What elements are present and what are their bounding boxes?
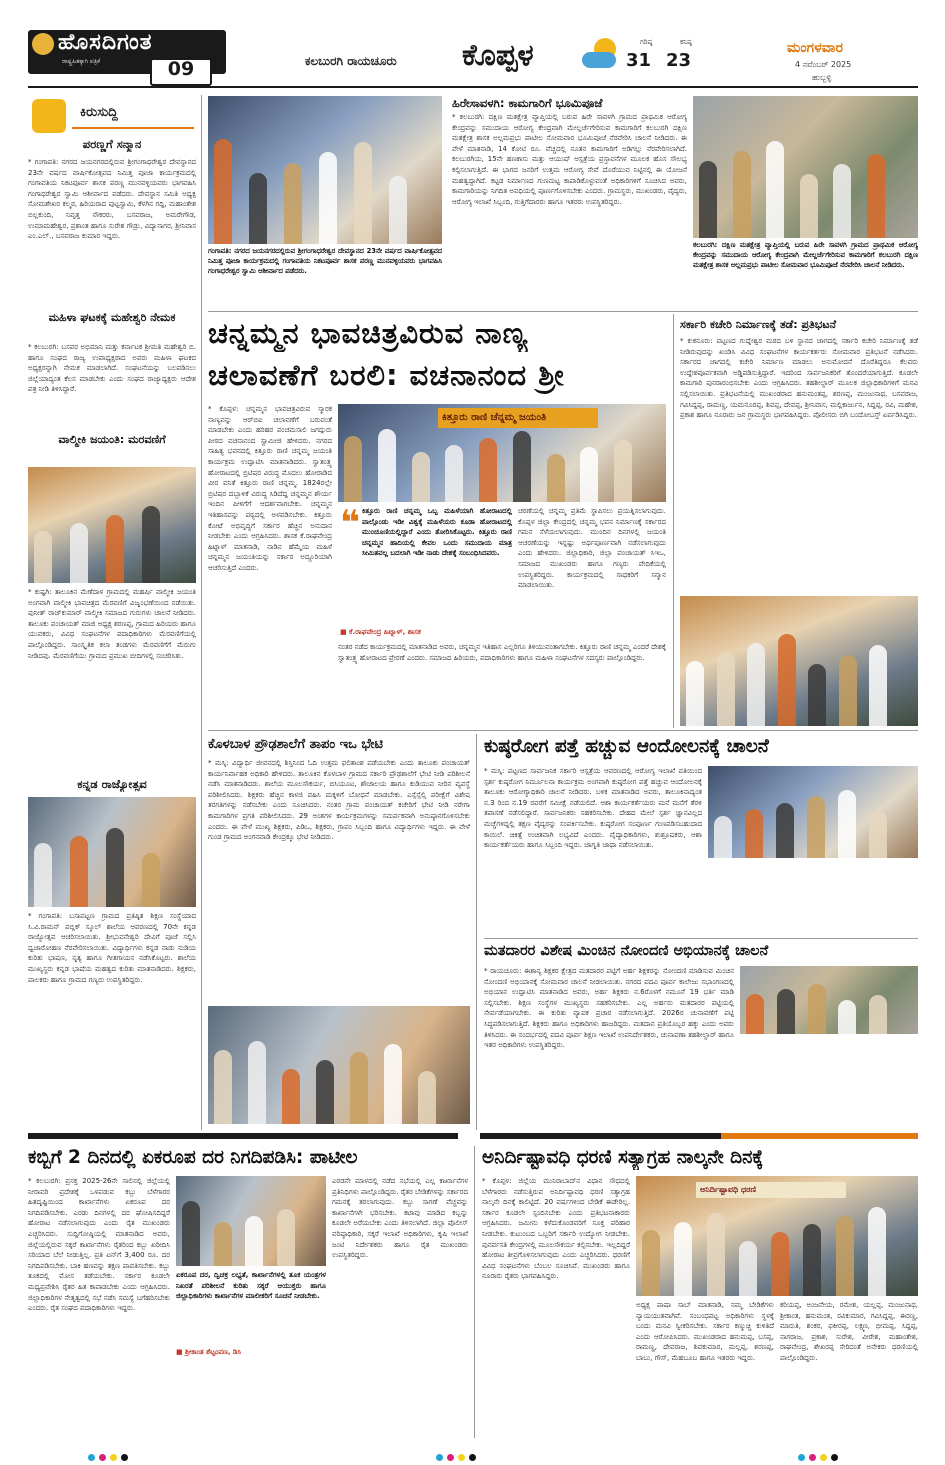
photo-person <box>836 1216 854 1296</box>
lead-story-column-3: ಚರಣೆಯಲ್ಲಿ ಚನ್ನಮ್ಮ ಪ್ರತಿಮೆ ಸ್ಥಾಪಿಸಲು ಪ್ರಯತ್ನಿಸಲಾಗುವುದು. ಕೊಪ್ಪಳ ಜಿಲ್ಲಾ ಕೇಂದ್ರದಲ್ಲಿ ಚನ್ನಮ್ಮ ಭವನ ನಿರ್ಮಾಣಕ್ಕೆ ಸರ್ಕಾರದ ಗಮನ ಸೆಳೆಯಲಾಗುವುದು. ಮುಂದಿನ ದಿನಗಳಲ್ಲಿ ಜಯಂತಿ ಆಚರಣೆಯನ್ನು ಇನ್ನಷ್ಟು ಅರ್ಥಪೂರ್ಣವಾಗಿ ನಡೆಸಲಾಗುವುದು ಎಂದು ಹೇಳಿದರು. ಜಿಲ್ಲಾಧಿಕಾರಿ, ಜಿಲ್ಲಾ ಪಂಚಾಯತ್ ಸಿಇಒ, ಸಮಾಜದ ಮುಖಂಡರು ಹಾಗೂ ಗಣ್ಯರು ವೇದಿಕೆಯಲ್ಲಿ ಉಪಸ್ಥಿತರಿದ್ದರು. ಕಾರ್ಯಕ್ರಮದಲ್ಲಿ ಸಾಧಕರಿಗೆ ಸನ್ಮಾನ ಮಾಡಲಾಯಿತು. <box>518 507 666 590</box>
bhoomi-puja-photo <box>693 96 918 238</box>
photo-person <box>249 173 267 244</box>
photo-person <box>70 523 88 583</box>
voter-drive-headline: ಮತದಾರರ ವಿಶೇಷ ಮಿಂಚಿನ ನೋಂದಣಿ ಅಭಿಯಾನಕ್ಕೆ ಚಾಲನೆ <box>484 943 769 959</box>
photo-person <box>833 164 851 238</box>
kiru-story-3-body: * ಕುಷ್ಟಗಿ: ತಾಲೂಕಿನ ಮೆಣೆದಾಳ ಗ್ರಾಮದಲ್ಲಿ ಮಹರ್ಷಿ ವಾಲ್ಮೀಕಿ ಜಯಂತಿ ಅಂಗವಾಗಿ ವಾಲ್ಮೀಕಿ ಭಾವಚಿತ್ರದ ಮೆರವಣಿಗೆ ವಿಜೃಂಭಣೆಯಿಂದ ನಡೆಯಿತು. ಪುನೀತ್ ರಾಜ್‌ಕುಮಾರ್ ವಾಲ್ಮೀಕಿ ಸಮಾಜದ ಗುರುಗಳು ಚಾಲನೆ ನೀಡಿದರು. ತಾಲೂಕು ಪಂಚಾಯತ್ ಮಾಜಿ ಅಧ್ಯಕ್ಷ ಶರಣಪ್ಪ, ಗ್ರಾಮದ ಹಿರಿಯರು ಹಾಗೂ ಯುವಕರು, ವಿವಿಧ ಸಂಘಟನೆಗಳ ಪದಾಧಿಕಾರಿಗಳು ಮೆರವಣಿಗೆಯಲ್ಲಿ ಪಾಲ್ಗೊಂಡಿದ್ದರು. ಸಾಂಸ್ಕೃತಿಕ ಕಲಾ ತಂಡಗಳು ಮೆರವಣಿಗೆಗೆ ಮೆರುಗು ನೀಡಿದವು. ಮೆರವಣಿಗೆಯು ಗ್ರಾಮದ ಪ್ರಮುಖ ಬೀದಿಗಳಲ್ಲಿ ಸಂಚರಿಸಿತು. <box>28 588 196 660</box>
kiru-story-1-title: ಪರಣ್ಣಗೆ ಸನ್ಮಾನ <box>82 137 142 151</box>
kiru-story-4-photo <box>28 797 196 907</box>
sugarcane-quote: ಏಕರೂಪ ದರ, ದ್ವಿಚಕ್ರ ಲಭ್ಯತೆ, ಕಾರ್ಖಾನೆಗಳಲ್ಲಿ ತೂಕ ಯಂತ್ರಗಳ ನಿಖರತೆ ಪರಿಶೀಲನೆ ಕುರಿತು ಸಕ್ಕರೆ ಆಯುಕ್ತರು ಹಾಗೂ ಜಿಲ್ಲಾಧಿಕಾರಿಗಳು ಕಾರ್ಖಾನೆಗಳ ಮಾಲೀಕರಿಗೆ ಸೂಚನೆ ನೀಡಬೇಕು. <box>176 1271 326 1300</box>
photo-person <box>642 1230 660 1296</box>
photo-person <box>771 1232 789 1296</box>
sugarcane-meeting-photo <box>176 1176 326 1266</box>
photo-person <box>614 440 632 502</box>
photo-person <box>142 853 160 907</box>
photo-person <box>479 438 497 502</box>
photo-person <box>808 664 826 726</box>
photo-person <box>747 643 765 726</box>
photo-person <box>282 1069 300 1124</box>
photo-person <box>106 828 124 907</box>
quote-mark-icon: ❝ <box>340 503 360 543</box>
photo-person <box>580 447 598 502</box>
photo-person <box>316 1060 334 1124</box>
kiru-story-2-title: ಮಹಿಳಾ ಘಟಕಕ್ಕೆ ಮಹೇಶ್ವರಿ ನೇಮಕ <box>48 311 176 324</box>
office-protest-body: * ಕುಕನೂರು: ಪಟ್ಟಣದ ಗುದ್ನೇಶ್ವರ ಮಠದ ಬಳಿ ಸ್ಥಾನದ ಜಾಗದಲ್ಲಿ ಸರ್ಕಾರಿ ಕಚೇರಿ ನಿರ್ಮಾಣಕ್ಕೆ ತಡೆ ನೀಡಿರುವುದನ್ನು ಖಂಡಿಸಿ ವಿವಿಧ ಸಂಘಟನೆಗಳ ಕಾರ್ಯಕರ್ತರು ಸೋಮವಾರ ಪ್ರತಿಭಟನೆ ನಡೆಸಿದರು. ಸರ್ಕಾರದ ಜಾಗದಲ್ಲಿ ಕಚೇರಿ ನಿರ್ಮಾಣ ಮಾಡಲು ಅನುಮೋದನೆ ದೊರೆತಿದ್ದರೂ ಕೆಲವರು ಉದ್ದೇಶಪೂರ್ವಕವಾಗಿ ಅಡ್ಡಿಪಡಿಸುತ್ತಿದ್ದಾರೆ. ಇದರಿಂದ ಸಾರ್ವಜನಿಕರಿಗೆ ತೊಂದರೆಯಾಗುತ್ತಿದೆ. ಕೂಡಲೇ ಕಾಮಗಾರಿ ಪುನರಾರಂಭಿಸಬೇಕು ಎಂದು ಆಗ್ರಹಿಸಿದರು. ತಹಶೀಲ್ದಾರ್ ಮೂಲಕ ಜಿಲ್ಲಾಧಿಕಾರಿಗಳಿಗೆ ಮನವಿ ಸಲ್ಲಿಸಲಾಯಿತು. ಪ್ರತಿಭಟನೆಯಲ್ಲಿ ಮುಖಂಡರಾದ ಹನುಮಂತಪ್ಪ, ಶರಣಪ್ಪ, ಮಂಜುನಾಥ, ಬಸವರಾಜ, ಗವಿಸಿದ್ದಪ್ಪ, ರಾಮಣ್ಣ, ಯಮನೂರಪ್ಪ, ಶಿವಪ್ಪ, ದೇವಪ್ಪ, ಶ್ರೀನಿವಾಸ, ಮಲ್ಲಿಕಾರ್ಜುನ, ಸಿದ್ದಪ್ಪ, ರವಿ, ಮಹೇಶ, ಪ್ರಕಾಶ ಹಾಗೂ ನೂರಾರು ಜನ ಗ್ರಾಮಸ್ಥರು ಭಾಗವಹಿಸಿದ್ದರು. ಪೊಲೀಸರು ಬಿಗಿ ಬಂದೋಬಸ್ತ್ ಏರ್ಪಡಿಸಿದ್ದರು. <box>680 337 918 420</box>
bottom-section-rule-right <box>480 1133 918 1139</box>
kiru-story-2-body: * ಕಲಬುರಗಿ: ಬಸವರ ಅಭಿಮಾನಿ ಮತ್ತು ಕರ್ನಾಟಕ ಶ್ರೀಮತಿ ಮಹೇಶ್ವರಿ ಬಿ. ಹಾಗೂ ಸಂಘದ ರಾಜ್ಯ ಉಪಾಧ್ಯಕ್ಷರಾದ ಅವರು ಮಹಿಳಾ ಘಟಕದ ಅಧ್ಯಕ್ಷರನ್ನಾಗಿ ನೇಮಕ ಮಾಡಲಾಗಿದೆ. ಸಂಘಟನೆಯನ್ನು ಬಲಪಡಿಸಲು ಜಿಲ್ಲೆಯಾದ್ಯಂತ ಕೆಲಸ ಮಾಡಬೇಕು ಎಂದು ಸಂಘದ ರಾಜ್ಯಾಧ್ಯಕ್ಷರು ಆದೇಶ ಪತ್ರ ನೀಡಿ ತಿಳಿಸಿದ್ದಾರೆ. <box>28 343 196 394</box>
photo-person <box>674 1222 692 1296</box>
photo-person <box>277 1209 295 1266</box>
lead-story-bottom: ನಂತರ ನಡೆದ ಕಾರ್ಯಕ್ರಮದಲ್ಲಿ ಮಾತನಾಡಿದ ಅವರು, ಚನ್ನಮ್ಮನ ಇತಿಹಾಸ ಎಲ್ಲರಿಗೂ ತಿಳಿಯುವಂತಾಗಬೇಕು. ಕಿತ್ತೂರು ರಾಣಿ ಚನ್ನಮ್ಮ ಎಂದರೆ ದೇಶಕ್ಕೆ ಸ್ವಾತಂತ್ರ್ಯ ಹೋರಾಟದ ಪ್ರೇರಣೆ ಎಂದರು. ಸಮಾಜದ ಹಿರಿಯರು, ಪದಾಧಿಕಾರಿಗಳು ಹಾಗೂ ಮಹಿಳಾ ಸಂಘಟನೆಗಳ ಸದಸ್ಯರು ಪಾಲ್ಗೊಂಡಿದ್ದರು. <box>338 643 666 662</box>
photo-person <box>284 163 302 244</box>
sugarcane-body: * ಕಲಬುರಗಿ: ಪ್ರಸಕ್ತ 2025-26ನೇ ಸಾಲಿನಲ್ಲಿ ಜಿಲ್ಲೆಯಲ್ಲಿ ನೀರಾವರಿ ಪ್ರದೇಶಕ್ಕೆ ಒಳಪಡುವ ಕಬ್ಬು ಬೆಳೆಗಾರರ ಹಿತದೃಷ್ಟಿಯಿಂದ ಕಾರ್ಖಾನೆಗಳು ಏಕರೂಪ ದರ ನಿಗದಿಪಡಿಸಬೇಕು. ಎರಡು ದಿನಗಳಲ್ಲಿ ದರ ಘೋಷಿಸದಿದ್ದರೆ ಹೋರಾಟ ನಡೆಸಲಾಗುವುದು ಎಂದು ರೈತ ಮುಖಂಡರು ಎಚ್ಚರಿಸಿದರು. ಸುದ್ದಿಗೋಷ್ಠಿಯಲ್ಲಿ ಮಾತನಾಡಿದ ಅವರು, ಜಿಲ್ಲೆಯಲ್ಲಿರುವ ಸಕ್ಕರೆ ಕಾರ್ಖಾನೆಗಳು ರೈತರಿಂದ ಕಬ್ಬು ಖರೀದಿಸಿ ಸರಿಯಾದ ಬೆಲೆ ನೀಡುತ್ತಿಲ್ಲ. ಪ್ರತಿ ಟನ್‌ಗೆ 3,400 ರೂ. ದರ ನಿಗದಿಪಡಿಸಬೇಕು. ಬಾಕಿ ಹಣವನ್ನು ತಕ್ಷಣ ಪಾವತಿಸಬೇಕು. ಕಬ್ಬು ತೂಕದಲ್ಲಿ ಮೋಸ ತಡೆಯಬೇಕು. ಸರ್ಕಾರ ಕೂಡಲೇ ಮಧ್ಯಪ್ರವೇಶಿಸಿ ರೈತರ ಹಿತ ಕಾಪಾಡಬೇಕು ಎಂದು ಆಗ್ರಹಿಸಿದರು. ಜಿಲ್ಲಾಧಿಕಾರಿಗಳ ನೇತೃತ್ವದಲ್ಲಿ ಸಭೆ ನಡೆಸಿ ಸಮಸ್ಯೆ ಬಗೆಹರಿಸಬೇಕು ಎಂದರು. ರೈತ ಸಂಘದ ಪದಾಧಿಕಾರಿಗಳು ಇದ್ದರು. <box>28 1177 170 1313</box>
photo-person <box>106 515 124 583</box>
kiru-story-1-body: * ಗಂಗಾವತಿ: ನಗರದ ಜಯನಗರದಲ್ಲಿರುವ ಶ್ರೀಗಂಗಾಧರೇಶ್ವರ ದೇವಸ್ಥಾನದ 23ನೇ ವರ್ಷದ ವಾರ್ಷಿಕೋತ್ಸವದ ನಿಮಿತ್ತ ಪೂಜಾ ಕಾರ್ಯಕ್ರಮದಲ್ಲಿ ಗಂಗಾವತಿಯ ನಿಕಟಪೂರ್ವ ಶಾಸಕ ಪರಣ್ಣ ಮುನವಳ್ಳಿಯವರು ಭಾಗವಹಿಸಿ ಗಂಗಾಧರೇಶ್ವರ ಸ್ವಾಮಿ ಆಶೀರ್ವಾದ ಪಡೆದರು. ದೇವಸ್ಥಾನ ಸಮಿತಿ ಅಧ್ಯಕ್ಷ ಸೋಮಶೇಖರ ಕಲ್ಮಠ, ಹಿರಿಯರಾದ ಪುಟ್ಟಸ್ವಾಮಿ, ಕೆಳಗಿನ ಗದ್ದಿ, ಮಹಾಂತೇಶ ಬಿಲ್ಲಕುಂದಿ, ನಿವೃತ್ತ ನೌಕರರು, ಬಸವರಾಜ, ಅಮರೇಗೌಡ, ಉಮಾಮಹೇಶ್ವರ, ಪ್ರಶಾಂತ ಹಾಗೂ ಸುರೇಶ ಗೌಡ್ರು, ವಿದ್ಯಾಸಾಗರ, ಶ್ರೀನಿವಾಸ ಎಂ.ಎಲ್., ಬಸವರಾಜ ಕುಮಾರ ಇದ್ದರು. <box>28 158 196 241</box>
kiru-suddi-column <box>28 95 196 1130</box>
photo-person <box>384 1044 402 1124</box>
temple-event-photo <box>208 96 442 244</box>
photo-person <box>214 139 232 244</box>
lead-story-column-1: * ಕೊಪ್ಪಳ: ಚನ್ನಮ್ಮನ ಭಾವಚಿತ್ರವಿರುವ ಸ್ಮಾರಕ ನಾಣ್ಯವನ್ನು ಆರ್‌ಬಿಐ ಚಲಾವಣೆಗೆ ಬರುವಂತೆ ಮಾಡಬೇಕು ಎಂದು ಹರಿಹರ ಪಂಚಮಸಾಲಿ ಜಗದ್ಗುರು ಪೀಠದ ವಚನಾನಂದ ಸ್ವಾಮೀಜಿ ಹೇಳಿದರು. ನಗರದ ಸಾಹಿತ್ಯ ಭವನದಲ್ಲಿ ಕಿತ್ತೂರು ರಾಣಿ ಚನ್ನಮ್ಮ ಜಯಂತಿ ಕಾರ್ಯಕ್ರಮ ಉದ್ಘಾಟಿಸಿ ಮಾತನಾಡಿದರು. ಸ್ವಾತಂತ್ರ್ಯ ಹೋರಾಟದಲ್ಲಿ ಬ್ರಿಟಿಷರ ವಿರುದ್ಧ ಮೊದಲು ಹೋರಾಡಿದ ವೀರ ವನಿತೆ ಕಿತ್ತೂರು ರಾಣಿ ಚನ್ನಮ್ಮ. 1824ರಲ್ಲೇ ಬ್ರಿಟಿಷರ ದಬ್ಬಾಳಿಕೆ ವಿರುದ್ಧ ಸಿಡಿದೆದ್ದ ಚನ್ನಮ್ಮನ ಶೌರ್ಯ ಇಂದಿನ ಪೀಳಿಗೆಗೆ ಆದರ್ಶವಾಗಬೇಕು. ಚನ್ನಮ್ಮನ ಇತಿಹಾಸವನ್ನು ಪಠ್ಯದಲ್ಲಿ ಅಳವಡಿಸಬೇಕು. ಕಿತ್ತೂರು ಕೋಟೆ ಅಭಿವೃದ್ಧಿಗೆ ಸರ್ಕಾರ ಹೆಚ್ಚಿನ ಅನುದಾನ ನೀಡಬೇಕು ಎಂದು ಆಗ್ರಹಿಸಿದರು. ಶಾಸಕ ಕೆ.ರಾಘವೇಂದ್ರ ಹಿಟ್ನಾಳ್ ಮಾತನಾಡಿ, ನಾಡಿನ ಹೆಮ್ಮೆಯ ಮಹಿಳೆ ಚನ್ನಮ್ಮನ ಜಯಂತಿಯನ್ನು ಸರ್ಕಾರ ಅದ್ದೂರಿಯಾಗಿ ಆಚರಿಸುತ್ತಿದೆ ಎಂದರು. <box>208 405 332 572</box>
bhoomi-puja-caption: ಕಲಬುರಗಿ: ದಕ್ಷಿಣ ಮತಕ್ಷೇತ್ರ ವ್ಯಾಪ್ತಿಯಲ್ಲಿ ಬರುವ ಹಿರೇ ಸಾವಳಗಿ ಗ್ರಾಮದ ಪ್ರಾಥಮಿಕ ಆರೋಗ್ಯ ಕೇಂದ್ರವನ್ನು ಸಮುದಾಯ ಆರೋಗ್ಯ ಕೇಂದ್ರವಾಗಿ ಮೇಲ್ದರ್ಜೆಗೇರಿಸುವ ಕಾಮಗಾರಿಗೆ ಕಲಬುರಗಿ ದಕ್ಷಿಣ ಮತಕ್ಷೇತ್ರ ಶಾಸಕ ಅಲ್ಲಮಪ್ರಭು ಪಾಟೀಲ ಸೋಮವಾರ ಭೂಮಿಪೂಜೆ ನೆರವೇರಿಸಿ ಚಾಲನೆ ನೀಡಿದರು. <box>693 241 918 269</box>
sugarcane-headline: ಕಬ್ಬಿಗೆ 2 ದಿನದಲ್ಲಿ ಏಕರೂಪ ದರ ನಿಗದಿಪಡಿಸಿ: ಪಾಟೀಲ <box>28 1147 358 1168</box>
photo-person <box>214 1050 232 1124</box>
kiru-story-4-title: ಕನ್ನಡ ರಾಜ್ಯೋತ್ಸವ <box>77 777 147 791</box>
photo-person <box>717 652 735 726</box>
photo-person <box>547 454 565 502</box>
photo-person <box>418 1071 436 1124</box>
logo-tagline: ರಾಷ್ಟ್ರಹಿತಕ್ಕಾಗಿ ಪತ್ರಿಕೆ <box>62 58 101 65</box>
cmyk-marks-left <box>86 1446 130 1465</box>
photo-person <box>714 816 732 858</box>
column-divider <box>201 95 202 1130</box>
school-visit-photo <box>208 1006 470 1124</box>
kiru-story-3-photo <box>28 467 196 583</box>
leprosy-headline: ಕುಷ್ಠರೋಗ ಪತ್ತೆ ಹಚ್ಚುವ ಆಂದೋಲನಕ್ಕೆ ಚಾಲನೆ <box>484 736 769 757</box>
lead-story-stage-photo <box>338 404 666 502</box>
cmyk-marks-right <box>796 1446 840 1465</box>
photo-person <box>838 790 856 858</box>
photo-person <box>807 796 825 858</box>
photo-person <box>868 1207 886 1296</box>
issue-date: 4 ನವೆಂಬರ್ 2025 <box>795 60 852 69</box>
photo-person <box>838 1000 856 1034</box>
city-name: ಹುಬ್ಬಳ್ಳಿ <box>812 73 832 82</box>
kiru-story-3-title: ವಾಲ್ಮೀಕಿ ಜಯಂತಿ: ಮರವಣಿಗೆ <box>58 433 166 446</box>
voter-drive-body: * ರಾಯಚೂರು: ಈಶಾನ್ಯ ಶಿಕ್ಷಕರ ಕ್ಷೇತ್ರದ ಮತದಾರರ ಪಟ್ಟಿಗೆ ಅರ್ಹ ಶಿಕ್ಷಕರನ್ನು ನೋಂದಣಿ ಮಾಡಿಸುವ ಮಿಂಚಿನ ನೋಂದಣಿ ಅಭಿಯಾನಕ್ಕೆ ಸೋಮವಾರ ಚಾಲನೆ ನೀಡಲಾಯಿತು. ನಗರದ ಪದವಿ ಪೂರ್ವ ಕಾಲೇಜು ಸಭಾಂಗಣದಲ್ಲಿ ಅಭಿಯಾನ ಉದ್ಘಾಟಿಸಿ ಮಾತನಾಡಿದ ಅವರು, ಅರ್ಹ ಶಿಕ್ಷಕರು ನ.6ರೊಳಗೆ ನಮೂನೆ 19 ಭರ್ತಿ ಮಾಡಿ ಸಲ್ಲಿಸಬೇಕು. ಶಿಕ್ಷಣ ಸಂಸ್ಥೆಗಳ ಮುಖ್ಯಸ್ಥರು ಸಹಕರಿಸಬೇಕು. ಎಲ್ಲ ಅರ್ಹರು ಮತದಾರರ ಪಟ್ಟಿಯಲ್ಲಿ ಸೇರ್ಪಡೆಯಾಗಬೇಕು. ಈ ಕುರಿತು ವ್ಯಾಪಕ ಪ್ರಚಾರ ನಡೆಸಲಾಗುತ್ತಿದೆ. 2026ರ ಚುನಾವಣೆಗೆ ಪಟ್ಟಿ ಸಿದ್ಧಪಡಿಸಲಾಗುತ್ತಿದೆ. ಶಿಕ್ಷಕರು ಹಾಗೂ ಅಧಿಕಾರಿಗಳು ಹಾಜರಿದ್ದರು. ಮತದಾನ ಪ್ರತಿಯೊಬ್ಬರ ಹಕ್ಕು ಎಂದು ಅವರು ತಿಳಿಸಿದರು. ಈ ಸಂದರ್ಭದಲ್ಲಿ ಪದವಿ ಪೂರ್ವ ಶಿಕ್ಷಣ ಇಲಾಖೆ ಉಪನಿರ್ದೇಶಕರು, ಚುನಾವಣಾ ತಹಶೀಲ್ದಾರ್ ಹಾಗೂ ಇತರ ಅಧಿಕಾರಿಗಳು ಉಪಸ್ಥಿತರಿದ್ದರು. <box>484 967 734 1050</box>
temp-max: 31 <box>626 50 652 71</box>
column-divider <box>476 734 477 1130</box>
photo-person <box>867 154 885 238</box>
school-visit-headline: ಕೊಳಬಾಳ ಪ್ರೌಢಶಾಲೆಗೆ ತಾಪಂ ಇಒ ಭೇಟಿ <box>208 737 383 752</box>
office-protest-photo <box>680 596 918 726</box>
page-number: 09 <box>167 58 195 80</box>
photo-person <box>344 436 362 502</box>
photo-person <box>776 803 794 858</box>
bhoomi-puja-body: * ಕಲಬುರಗಿ: ದಕ್ಷಿಣ ಮತಕ್ಷೇತ್ರ ವ್ಯಾಪ್ತಿಯಲ್ಲಿ ಬರುವ ಹಿರೇ ಸಾವಳಗಿ ಗ್ರಾಮದ ಪ್ರಾಥಮಿಕ ಆರೋಗ್ಯ ಕೇಂದ್ರವನ್ನು ಸಮುದಾಯ ಆರೋಗ್ಯ ಕೇಂದ್ರವಾಗಿ ಮೇಲ್ದರ್ಜೆಗೇರಿಸುವ ಕಾಮಗಾರಿಗೆ ಕಲಬುರಗಿ ದಕ್ಷಿಣ ಮತಕ್ಷೇತ್ರ ಶಾಸಕ ಅಲ್ಲಮಪ್ರಭು ಪಾಟೀಲ ಸೋಮವಾರ ಭೂಮಿಪೂಜೆ ನೆರವೇರಿಸಿ ಚಾಲನೆ ನೀಡಿದರು. ಈ ವೇಳೆ ಮಾತನಾಡಿ, 14 ಕೋಟಿ ರೂ. ವೆಚ್ಚದಲ್ಲಿ ನೂತನ ಕಾಮಗಾರಿಗೆ ಅಡಿಗಲ್ಲು ನೆರವೇರಿಸಲಾಗಿದೆ. ಕಲಬುರಗಿಯ, 15ನೇ ಹಣಕಾಸು ಮತ್ತು ಆಯುಷ್ ಆಸ್ಪತ್ರೆಯ ಪ್ರಸ್ತಾವನೆಗಳ ಮೂಲಕ ಹೊಸ ಸೌಲಭ್ಯ ಕಲ್ಪಿಸಲಾಗುತ್ತಿದೆ. ಈ ಭಾಗದ ಜನರಿಗೆ ಉತ್ತಮ ಆರೋಗ್ಯ ಸೇವೆ ದೊರೆಯುವ ನಿಟ್ಟಿನಲ್ಲಿ ಈ ಯೋಜನೆ ಮಹತ್ವದ್ದಾಗಿದೆ. ಕಟ್ಟಡ ನಿರ್ಮಾಣದ ಗುಣಮಟ್ಟ ಕಾಪಾಡಿಕೊಳ್ಳುವಂತೆ ಅಧಿಕಾರಿಗಳಿಗೆ ಸೂಚಿಸಿದ ಅವರು, ಕಾಮಗಾರಿಯನ್ನು ನಿಗದಿತ ಅವಧಿಯಲ್ಲಿ ಪೂರ್ಣಗೊಳಿಸಬೇಕು ಎಂದರು. ಗ್ರಾಮಸ್ಥರು, ಮುಖಂಡರು, ವೈದ್ಯರು, ಆರೋಗ್ಯ ಇಲಾಖೆ ಸಿಬ್ಬಂದಿ, ಗುತ್ತಿಗೆದಾರರು ಹಾಗೂ ಇತರರು ಉಪಸ್ಥಿತರಿದ್ದರು. <box>452 113 687 206</box>
section-rule <box>484 938 918 939</box>
masthead-rule <box>28 86 918 88</box>
photo-person <box>869 811 887 858</box>
photo-person <box>746 994 764 1034</box>
lead-headline-line-1: ಚನ್ನಮ್ಮನ ಭಾವಚಿತ್ರವಿರುವ ನಾಣ್ಯ <box>208 316 529 350</box>
photo-person <box>412 452 430 502</box>
section-rule <box>208 311 918 312</box>
photo-person <box>378 429 396 502</box>
photo-person <box>739 1241 757 1296</box>
lead-quote-text: ಕಿತ್ತೂರು ರಾಣಿ ಚನ್ನಮ್ಮ ಒಬ್ಬ ಮಹಿಳೆಯಾಗಿ ಹೋರಾಟದಲ್ಲಿ ಪಾಲ್ಗೊಂಡು ಇಡೀ ವಿಶ್ವಕ್ಕೆ ಮಹಿಳೆಯರು ಕೂಡಾ ಹೋರಾಟದಲ್ಲಿ ಮುಂಚೂಣಿಯಲ್ಲಿದ್ದಾರೆ ಎಂದು ತೋರಿಸಿಕೊಟ್ಟರು. ಕಿತ್ತೂರು ರಾಣಿ ಚನ್ನಮ್ಮನ ಹಾದಿಯಲ್ಲಿ ಕೇವಲ ಒಂದು ಸಮುದಾಯ ಮಾತ್ರ ಸೀಮಿತವಲ್ಲ ಬದಲಾಗಿ ಇಡೀ ನಾಡು ದೇಶಕ್ಕೆ ಸಂಬಂಧಿಸಿದವರು. <box>362 507 512 557</box>
region-list: ಕಲಬುರಗಿ ರಾಯಚೂರು <box>305 54 397 68</box>
photo-person <box>34 531 52 583</box>
kiru-story-4-body: * ಗಂಗಾವತಿ: ಬಸಾಪಟ್ಟಣ ಗ್ರಾಮದ ಪ್ರತಿಷ್ಠಿತ ಶಿಕ್ಷಣ ಸಂಸ್ಥೆಯಾದ ಸಿ.ವಿ.ರಾಮನ್ ಪಬ್ಲಿಕ್ ಸ್ಕೂಲ್ ಶಾಲೆಯ ಆವರಣದಲ್ಲಿ 70ನೇ ಕನ್ನಡ ರಾಜ್ಯೋತ್ಸವ ಆಚರಿಸಲಾಯಿತು. ಶ್ರೀಭುವನೇಶ್ವರಿ ದೇವಿಗೆ ಪೂಜೆ ಸಲ್ಲಿಸಿ ಧ್ವಜಾರೋಹಣ ನೆರವೇರಿಸಲಾಯಿತು. ವಿದ್ಯಾರ್ಥಿಗಳು ಕನ್ನಡ ನಾಡು ನುಡಿಯ ಕುರಿತು ಭಾಷಣ, ನೃತ್ಯ ಹಾಗೂ ಗೀತಗಾಯನ ನಡೆಸಿಕೊಟ್ಟರು. ಶಾಲೆಯ ಮುಖ್ಯಸ್ಥರು ಕನ್ನಡ ಭಾಷೆಯ ಮಹತ್ವದ ಕುರಿತು ಮಾತನಾಡಿದರು. ಶಿಕ್ಷಕರು, ಪಾಲಕರು ಹಾಗೂ ಗ್ರಾಮದ ಗಣ್ಯರು ಉಪಸ್ಥಿತರಿದ್ದರು. <box>28 912 196 984</box>
protest-photo <box>636 1176 918 1296</box>
photo-person <box>182 1201 200 1266</box>
sugarcane-quote-author: ■ ಶ್ರೀಕಾಂತ ಶೆಟ್ಟಂಪಣ, ಡಿಸಿ <box>176 1348 242 1356</box>
voter-drive-photo <box>740 966 918 1034</box>
photo-person <box>354 142 372 244</box>
leprosy-body: * ಮಸ್ಕಿ: ಪಟ್ಟಣದ ಸಾರ್ವಜನಿಕ ಸರ್ಕಾರಿ ಆಸ್ಪತ್ರೆಯ ಆವರಣದಲ್ಲಿ ಆರೋಗ್ಯ ಇಲಾಖೆ ವತಿಯಿಂದ ಸ್ಪರ್ಶ ಕುಷ್ಠರೋಗ ನಿರ್ಮೂಲನಾ ಕಾರ್ಯಕ್ರಮ ಅಂಗವಾಗಿ ಕುಷ್ಠರೋಗ ಪತ್ತೆ ಹಚ್ಚುವ ಆಂದೋಲನಕ್ಕೆ ತಾಲೂಕು ಆರೋಗ್ಯಾಧಿಕಾರಿ ಚಾಲನೆ ನೀಡಿದರು. ಬಳಿಕ ಮಾತನಾಡಿದ ಅವರು, ತಾಲೂಕಿನಾದ್ಯಂತ ನ.3 ರಿಂದ ನ.19 ರವರೆಗೆ ಸಮೀಕ್ಷೆ ನಡೆಯಲಿದೆ. ಆಶಾ ಕಾರ್ಯಕರ್ತೆಯರು ಮನೆ ಮನೆಗೆ ತೆರಳಿ ತಪಾಸಣೆ ನಡೆಸಲಿದ್ದಾರೆ. ಸಾರ್ವಜನಿಕರು ಸಹಕರಿಸಬೇಕು. ದೇಹದ ಮೇಲೆ ಸ್ಪರ್ಶ ಜ್ಞಾನವಿಲ್ಲದ ಮಚ್ಚೆಗಳಿದ್ದಲ್ಲಿ ತಕ್ಷಣ ವೈದ್ಯರನ್ನು ಸಂಪರ್ಕಿಸಬೇಕು. ಕುಷ್ಠರೋಗ ಸಂಪೂರ್ಣ ಗುಣಪಡಿಸಬಹುದಾದ ಕಾಯಿಲೆ. ಚಿಕಿತ್ಸೆ ಉಚಿತವಾಗಿ ಲಭ್ಯವಿದೆ ಎಂದರು. ವೈದ್ಯಾಧಿಕಾರಿಗಳು, ಶುಶ್ರೂಷಕರು, ಆಶಾ ಕಾರ್ಯಕರ್ತೆಯರು ಹಾಗೂ ಸಿಬ್ಬಂದಿ ಇದ್ದರು. ಜಾಗೃತಿ ಜಾಥಾ ನಡೆಸಲಾಯಿತು. <box>484 767 702 850</box>
protest-headline: ಅನಿರ್ದಿಷ್ಟಾವಧಿ ಧರಣಿ ಸತ್ಯಾಗ್ರಹ ನಾಲ್ಕನೇ ದಿನಕ್ಕೆ <box>482 1147 764 1168</box>
protest-column-2: ಅಧ್ಯಕ್ಷ ಪಾಷಾ ಸಾಬ್ ಮಾತನಾಡಿ, ನಮ್ಮ ಬೇಡಿಕೆಗಳು ನ್ಯಾಯಯುತವಾಗಿವೆ. ಸಂಬಂಧಪಟ್ಟ ಅಧಿಕಾರಿಗಳು ಸ್ಥಳಕ್ಕೆ ಬಂದು ಮನವಿ ಸ್ವೀಕರಿಸಬೇಕು. ಸರ್ಕಾರ ಕಣ್ಮುಚ್ಚಿ ಕುಳಿತಿದೆ ಎಂದು ಆರೋಪಿಸಿದರು. ಮುಖಂಡರಾದ ಹನುಮಪ್ಪ, ಬಸಪ್ಪ, ರಾಮಣ್ಣ, ದೇವರಾಜ, ಶಿವಕುಮಾರ, ಮಲ್ಲಪ್ಪ, ಶರಣಪ್ಪ, ಬಾಬು, ಗೌಸ್, ಮೆಹಬೂಬ ಹಾಗೂ ಇತರರು ಇದ್ದರು. <box>636 1301 774 1362</box>
photo-person <box>707 1213 725 1296</box>
photo-person <box>839 655 857 727</box>
photo-person <box>686 661 704 726</box>
bhoomi-puja-headline: ಹಿರೇಸಾವಳಗಿ: ಕಾಮಗಾರಿಗೆ ಭೂಮಿಪೂಜೆ <box>452 96 603 110</box>
photo-person <box>350 1052 368 1124</box>
photo-person <box>389 176 407 244</box>
sugarcane-column-2: ಎರಡನೇ ಮಾಳದಲ್ಲಿ ನಡೆದ ಸಭೆಯಲ್ಲಿ ಎಲ್ಲ ಕಾರ್ಖಾನೆಗಳ ಪ್ರತಿನಿಧಿಗಳು ಪಾಲ್ಗೊಂಡಿದ್ದರು. ರೈತರ ಬೇಡಿಕೆಗಳನ್ನು ಸರ್ಕಾರದ ಗಮನಕ್ಕೆ ತರಲಾಗುವುದು. ಕಬ್ಬು ಸಾಗಣೆ ವೆಚ್ಚವನ್ನು ಕಾರ್ಖಾನೆಗಳೇ ಭರಿಸಬೇಕು. ಕಟಾವು ಮಾಡಿದ ಕಬ್ಬನ್ನು ಕೂಡಲೇ ಅರೆಯಬೇಕು ಎಂದು ತಿಳಿಸಲಾಗಿದೆ. ಜಿಲ್ಲಾ ಪೊಲೀಸ್ ವರಿಷ್ಠಾಧಿಕಾರಿ, ಸಕ್ಕರೆ ಇಲಾಖೆ ಅಧಿಕಾರಿಗಳು, ಕೃಷಿ ಇಲಾಖೆ ಜಂಟಿ ನಿರ್ದೇಶಕರು ಹಾಗೂ ರೈತ ಮುಖಂಡರು ಉಪಸ್ಥಿತರಿದ್ದರು. <box>332 1177 468 1260</box>
masthead <box>0 0 945 92</box>
leprosy-body-continued <box>708 862 918 934</box>
photo-person <box>34 843 52 907</box>
temp-min: 23 <box>666 50 692 71</box>
photo-person <box>445 445 463 502</box>
photo-person <box>733 151 751 238</box>
photo-person <box>319 152 337 244</box>
weather-sun-cloud-icon <box>580 38 624 72</box>
lead-headline-line-2: ಚಲಾವಣೆಗೆ ಬರಲಿ: ವಚನಾನಂದ ಶ್ರೀ <box>208 358 565 392</box>
photo-person <box>803 1224 821 1296</box>
protest-column-3: ಕರಿಯಪ್ಪ, ಅಂಜನೇಯ, ರಮೇಶ, ಯಲ್ಲಪ್ಪ, ಮಂಜುನಾಥ, ಶ್ರೀಕಾಂತ, ಹನುಮಂತ, ರವಿಕುಮಾರ, ಗವಿಸಿದ್ದಪ್ಪ, ಈರಣ್ಣ, ಮಾರುತಿ, ಶಂಕರ, ಫಕೀರಪ್ಪ, ಲಕ್ಷ್ಮಣ, ಭೀಮಪ್ಪ, ಸಿದ್ದಪ್ಪ, ನಾಗರಾಜ, ಪ್ರಕಾಶ, ಸುರೇಶ, ವೀರೇಶ, ಮಹಾಂತೇಶ, ರಾಘವೇಂದ್ರ, ಶೇಖರಪ್ಪ ಸೇರಿದಂತೆ ಅನೇಕರು ಧರಣಿಯಲ್ಲಿ ಪಾಲ್ಗೊಂಡಿದ್ದರು. <box>780 1301 918 1362</box>
jayanti-banner-text: ಕಿತ್ತೂರು ರಾಣಿ ಚೆನ್ನಮ್ಮ ಜಯಂತಿ <box>442 412 547 423</box>
column-divider <box>474 1146 475 1438</box>
edition-title: ಕೊಪ್ಪಳ <box>462 38 534 73</box>
school-visit-body: * ಮಸ್ಕಿ: ವಿದ್ಯಾರ್ಥಿ ಜೀವನದಲ್ಲಿ ಶಿಸ್ತಿನಿಂದ ಓದಿ ಉತ್ತಮ ಫಲಿತಾಂಶ ಪಡೆಯಬೇಕು ಎಂದು ತಾಲೂಕು ಪಂಚಾಯತ್ ಕಾರ್ಯನಿರ್ವಾಹಕ ಅಧಿಕಾರಿ ಹೇಳಿದರು. ತಾಲೂಕಿನ ಕೊಳಬಾಳ ಗ್ರಾಮದ ಸರ್ಕಾರಿ ಪ್ರೌಢಶಾಲೆಗೆ ಭೇಟಿ ನೀಡಿ ಪರಿಶೀಲನೆ ನಡೆಸಿ ಮಾತನಾಡಿದರು. ಶಾಲೆಯ ಮೂಲಸೌಕರ್ಯ, ಬಿಸಿಯೂಟ, ಶೌಚಾಲಯ ಹಾಗೂ ಕುಡಿಯುವ ನೀರಿನ ವ್ಯವಸ್ಥೆ ಪರಿಶೀಲಿಸಿದರು. ಶಿಕ್ಷಕರು ಹೆಚ್ಚಿನ ಕಾಳಜಿ ವಹಿಸಿ ಮಕ್ಕಳಿಗೆ ಬೋಧನೆ ಮಾಡಬೇಕು. ಎಸ್ಸೆಸ್ಸೆಲ್ಸಿ ಪರೀಕ್ಷೆಗೆ ವಿಶೇಷ ತರಗತಿಗಳನ್ನು ನಡೆಸಬೇಕು ಎಂದು ಸೂಚಿಸಿದರು. ನಂತರ ಗ್ರಾಮ ಪಂಚಾಯತ್ ಕಚೇರಿಗೆ ಭೇಟಿ ನೀಡಿ ನರೇಗಾ ಕಾಮಗಾರಿಗಳ ಪ್ರಗತಿ ಪರಿಶೀಲಿಸಿದರು. 29 ಅಂಶಗಳ ಕಾರ್ಯಕ್ರಮಗಳನ್ನು ಸಮರ್ಪಕವಾಗಿ ಅನುಷ್ಠಾನಗೊಳಿಸಬೇಕು ಎಂದರು. ಈ ವೇಳೆ ಮುಖ್ಯ ಶಿಕ್ಷಕರು, ಪಿಡಿಒ, ಶಿಕ್ಷಕರು, ಗ್ರಾಪಂ ಸಿಬ್ಬಂದಿ ಹಾಗೂ ವಿದ್ಯಾರ್ಥಿಗಳು ಇದ್ದರು. ಈ ವೇಳೆ ಗುಂಡ ಗ್ರಾಮದ ಅಂಗನವಾಡಿ ಕೇಂದ್ರಕ್ಕೂ ಭೇಟಿ ನೀಡಿದರು. <box>208 759 470 842</box>
temp-max-label: ಗರಿಷ್ಠ <box>640 38 653 46</box>
photo-person <box>142 506 160 583</box>
lead-quote-author: ■ ಕೆ.ರಾಘವೇಂದ್ರ ಹಿಟ್ನಾಳ್, ಶಾಸಕ <box>340 628 421 636</box>
bottom-section-rule-left <box>28 1133 458 1139</box>
photo-person <box>745 809 763 858</box>
photo-person <box>699 161 717 238</box>
cmyk-marks-center <box>434 1446 478 1465</box>
section-rule <box>208 730 918 731</box>
photo-person <box>808 984 826 1034</box>
photo-person <box>869 995 887 1034</box>
photo-person <box>800 174 818 238</box>
photo-person <box>777 989 795 1034</box>
photo-person <box>778 634 796 726</box>
photo-person <box>70 836 88 908</box>
column-divider <box>673 314 674 728</box>
site-logo: ಹೊಸದಿಗಂತ <box>58 30 153 55</box>
photo-person <box>245 1216 263 1266</box>
kiru-suddi-rule <box>72 127 194 129</box>
protest-banner-text: ಅನಿರ್ದಿಷ್ಟಾವಧಿ ಧರಣಿ <box>700 1185 757 1194</box>
photo-person <box>248 1041 266 1124</box>
photo-person <box>766 141 784 238</box>
day-name: ಮಂಗಳವಾರ <box>787 40 844 56</box>
logo-emblem-icon <box>32 33 54 55</box>
protest-body: * ಕೊಪ್ಪಳ: ಜಿಲ್ಲೆಯ ಮುನಿರಾಬಾದ್‌ನ ವಿಧಾನ ಸೌಧದಲ್ಲಿ ಬೆಳೆಗಾರರು ನಡೆಸುತ್ತಿರುವ ಅನಿರ್ದಿಷ್ಟಾವಧಿ ಧರಣಿ ಸತ್ಯಾಗ್ರಹ ನಾಲ್ಕನೇ ದಿನಕ್ಕೆ ಕಾಲಿಟ್ಟಿದೆ. 20 ವರ್ಷಗಳಿಂದ ಬೇಡಿಕೆ ಈಡೇರಿಲ್ಲ. ಸರ್ಕಾರ ಕೂಡಲೇ ಸ್ಪಂದಿಸಬೇಕು ಎಂದು ಪ್ರತಿಭಟನಾಕಾರರು ಆಗ್ರಹಿಸಿದರು. ಜಮೀನು ಕಳೆದುಕೊಂಡವರಿಗೆ ಸೂಕ್ತ ಪರಿಹಾರ ನೀಡಬೇಕು. ಕುಟುಂಬದ ಒಬ್ಬರಿಗೆ ಸರ್ಕಾರಿ ಉದ್ಯೋಗ ನೀಡಬೇಕು. ಪುನರ್ವಸತಿ ಕೇಂದ್ರಗಳಲ್ಲಿ ಮೂಲಸೌಕರ್ಯ ಕಲ್ಪಿಸಬೇಕು. ಇಲ್ಲದಿದ್ದರೆ ಹೋರಾಟ ತೀವ್ರಗೊಳಿಸಲಾಗುವುದು ಎಂದು ಎಚ್ಚರಿಸಿದರು. ಧರಣಿಗೆ ವಿವಿಧ ಸಂಘಟನೆಗಳು ಬೆಂಬಲ ಸೂಚಿಸಿವೆ. ಮುಖಂಡರು ಹಾಗೂ ನೂರಾರು ರೈತರು ಭಾಗವಹಿಸಿದ್ದರು. <box>482 1177 630 1281</box>
photo-person <box>869 645 887 726</box>
photo-person <box>513 431 531 502</box>
office-protest-headline: ಸರ್ಕಾರಿ ಕಚೇರಿ ನಿರ್ಮಾಣಕ್ಕೆ ತಡೆ: ಪ್ರತಿಭಟನೆ <box>680 318 837 331</box>
temp-min-label: ಕನಿಷ್ಠ <box>680 38 692 46</box>
kiru-suddi-label: ಕಿರುಸುದ್ದಿ <box>80 105 118 120</box>
leprosy-photo <box>708 766 918 858</box>
kiru-suddi-hand-icon <box>32 99 66 133</box>
photo-person <box>214 1222 232 1266</box>
temple-event-caption: ಗಂಗಾವತಿ: ನಗರದ ಜಯನಗರದಲ್ಲಿರುವ ಶ್ರೀಗಂಗಾಧರೇಶ್ವರ ದೇವಸ್ಥಾನದ 23ನೇ ವರ್ಷದ ವಾರ್ಷಿಕೋತ್ಸವದ ನಿಮಿತ್ತ ಪೂಜಾ ಕಾರ್ಯಕ್ರಮದಲ್ಲಿ ಗಂಗಾವತಿಯ ನಿಕಟಪೂರ್ವ ಶಾಸಕ ಪರಣ್ಣ ಮುನವಳ್ಳಿಯವರು ಭಾಗವಹಿಸಿ ಗಂಗಾಧರೇಶ್ವರ ಸ್ವಾಮಿ ಆಶೀರ್ವಾದ ಪಡೆದರು. <box>208 247 442 275</box>
